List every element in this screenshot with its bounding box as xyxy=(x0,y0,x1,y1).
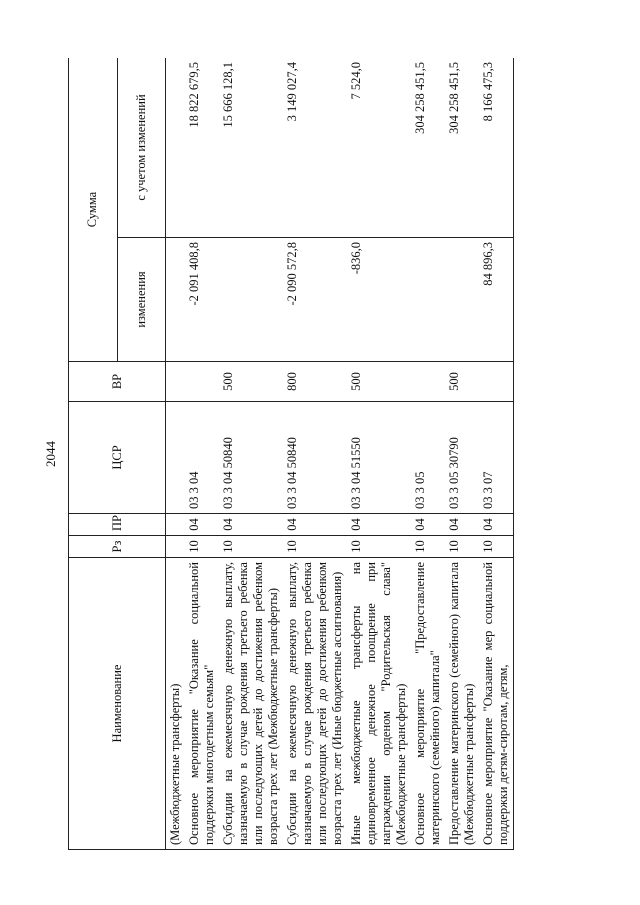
cell-pr xyxy=(166,514,186,536)
header-csr: ЦСР xyxy=(69,402,166,514)
rotated-table-wrapper xyxy=(68,58,616,850)
cell-changes xyxy=(445,238,479,362)
header-name: Наименование xyxy=(69,558,166,850)
cell-csr: 03 3 05 30790 xyxy=(445,402,479,514)
cell-with-changes: 8 166 475,3 xyxy=(479,58,514,238)
table-row xyxy=(283,58,347,850)
cell-vr: 500 xyxy=(347,362,411,402)
cell-changes: -836,0 xyxy=(347,238,411,362)
cell-with-changes xyxy=(166,58,186,238)
cell-rz: 10 xyxy=(411,536,445,558)
cell-pr: 04 xyxy=(219,514,283,536)
table-body xyxy=(166,58,514,850)
cell-changes xyxy=(166,238,186,362)
table-row xyxy=(479,58,514,850)
table-row xyxy=(166,58,186,850)
cell-vr: 500 xyxy=(445,362,479,402)
cell-changes xyxy=(411,238,445,362)
cell-changes: -2 090 572,8 xyxy=(283,238,347,362)
cell-csr: 03 3 04 xyxy=(185,402,219,514)
cell-name: Основное мероприятие "Предоставление материнского (семейного) капитала" xyxy=(411,558,445,850)
cell-rz: 10 xyxy=(185,536,219,558)
budget-table xyxy=(68,58,514,850)
cell-vr xyxy=(479,362,514,402)
cell-name: Предоставление материнского (семейного) капитала (Межбюджетные трансферты) xyxy=(445,558,479,850)
cell-with-changes: 3 149 027,4 xyxy=(283,58,347,238)
cell-rz: 10 xyxy=(283,536,347,558)
cell-pr: 04 xyxy=(411,514,445,536)
cell-vr xyxy=(185,362,219,402)
cell-csr: 03 3 04 50840 xyxy=(283,402,347,514)
cell-vr xyxy=(411,362,445,402)
cell-csr: 03 3 05 xyxy=(411,402,445,514)
cell-pr: 04 xyxy=(347,514,411,536)
header-vr: ВР xyxy=(69,362,166,402)
header-pr: ПР xyxy=(69,514,166,536)
cell-csr: 03 3 07 xyxy=(479,402,514,514)
cell-with-changes: 15 666 128,1 xyxy=(219,58,283,238)
cell-pr: 04 xyxy=(445,514,479,536)
cell-changes: 84 896,3 xyxy=(479,238,514,362)
cell-pr: 04 xyxy=(479,514,514,536)
cell-changes xyxy=(219,238,283,362)
table-row xyxy=(347,58,411,850)
cell-name: Иные межбюджетные трансферты на единовременное денежное поощрение при награждении орденом "Родительская слава" (Межбюджетные трансферты) xyxy=(347,558,411,850)
cell-name: (Межбюджетные трансферты) xyxy=(166,558,186,850)
cell-name: Основное мероприятие "Оказание социальной поддержки многодетным семьям" xyxy=(185,558,219,850)
cell-csr: 03 3 04 51550 xyxy=(347,402,411,514)
cell-pr: 04 xyxy=(283,514,347,536)
cell-name: Основное мероприятие "Оказание мер социальной поддержки детям-сиротам, детям, xyxy=(479,558,514,850)
cell-name: Субсидии на ежемесячную денежную выплату, назначаемую в случае рождения третьего ребенка или последующих детей до достижения ребенком возраста трех лет (Межбюджетные трансферты) xyxy=(219,558,283,850)
cell-vr xyxy=(166,362,186,402)
cell-rz: 10 xyxy=(219,536,283,558)
table-row xyxy=(185,58,219,850)
cell-with-changes: 304 258 451,5 xyxy=(445,58,479,238)
cell-csr xyxy=(166,402,186,514)
page-number: 2044 xyxy=(43,441,58,467)
cell-csr: 03 3 04 50840 xyxy=(219,402,283,514)
cell-name: Субсидии на ежемесячную денежную выплату, назначаемую в случае рождения третьего ребенка или последующих детей до достижения ребенком возраста трех лет (Иные бюджетные ассигнования) xyxy=(283,558,347,850)
cell-with-changes: 304 258 451,5 xyxy=(411,58,445,238)
header-sum: Сумма xyxy=(69,58,118,362)
header-with-changes: с учетом изменений xyxy=(117,58,166,238)
cell-pr: 04 xyxy=(185,514,219,536)
table-header xyxy=(69,58,166,850)
header-rz: Рз xyxy=(69,536,166,558)
cell-changes: -2 091 408,8 xyxy=(185,238,219,362)
cell-rz: 10 xyxy=(445,536,479,558)
table-row xyxy=(219,58,283,850)
cell-rz: 10 xyxy=(347,536,411,558)
budget-table-sheet xyxy=(68,58,616,850)
cell-vr: 800 xyxy=(283,362,347,402)
table-row xyxy=(445,58,479,850)
cell-rz: 10 xyxy=(479,536,514,558)
table-row xyxy=(411,58,445,850)
cell-with-changes: 7 524,0 xyxy=(347,58,411,238)
cell-vr: 500 xyxy=(219,362,283,402)
cell-with-changes: 18 822 679,5 xyxy=(185,58,219,238)
header-changes: изменения xyxy=(117,238,166,362)
cell-rz xyxy=(166,536,186,558)
